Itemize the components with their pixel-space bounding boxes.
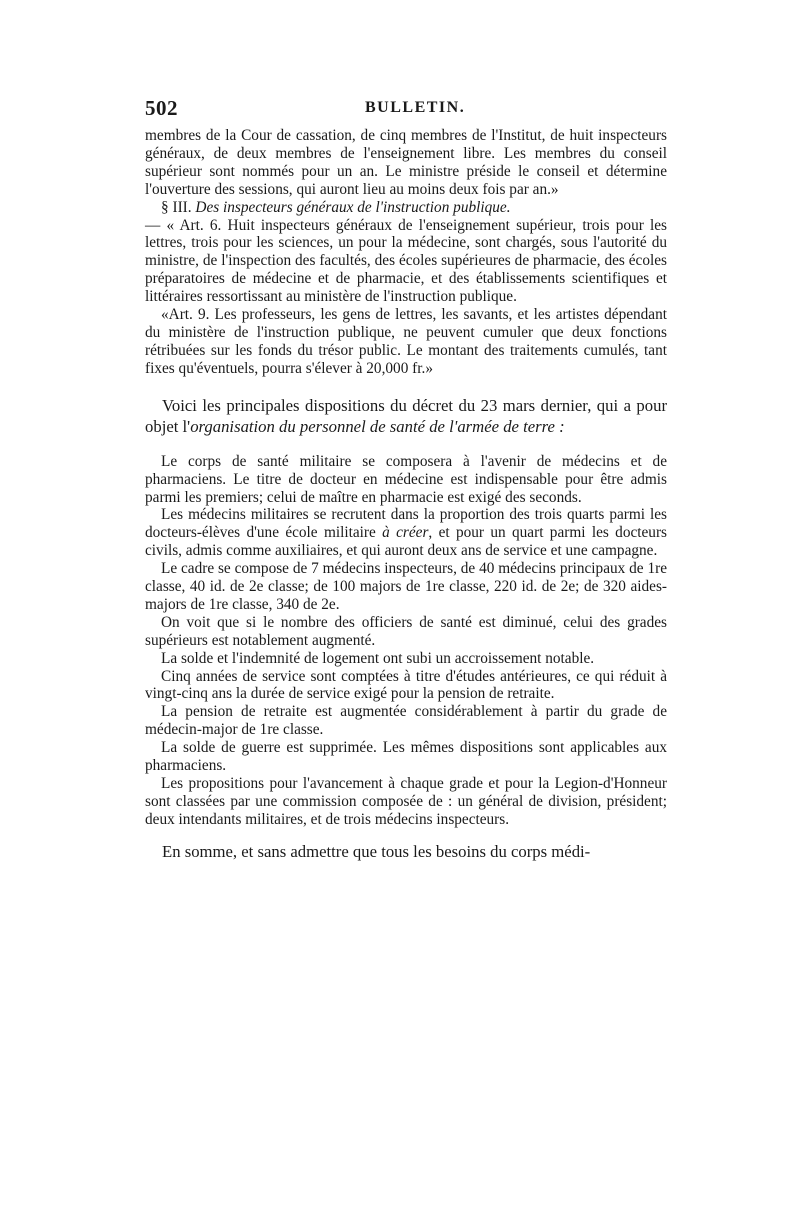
- decree-paragraph-6: Cinq années de service sont comptées à titre d'études antérieures, ce qui réduit à vingt-cinq ans la durée de service exigé pour la pension de retraite.: [145, 667, 667, 703]
- decree-paragraph-4: On voit que si le nombre des officiers de santé est diminué, celui des grades supérieurs est notablement augmenté.: [145, 613, 667, 649]
- running-head: BULLETIN.: [365, 99, 466, 116]
- excerpt-paragraph-2: — « Art. 6. Huit inspecteurs généraux de l'enseignement supérieur, trois pour les lettres, trois pour les sciences, un pour la médecine, sont chargés, sous l'autorité du ministre, de l'inspection des facultés, des écoles supérieures de pharmacie, des écoles préparatoires de médecine et de pharmacie, et des établissements scientifiques et littéraires ressortissant au ministère de l'instruction publique.: [145, 216, 667, 306]
- decree-paragraph-2-tail: , et pour un quart parmi les docteurs civils, admis comme auxiliaires, et qui auront deux ans de service et une campagne.: [145, 524, 667, 560]
- decree-paragraph-3: Le cadre se compose de 7 médecins inspecteurs, de 40 médecins principaux de 1re classe, 40 id. de 2e classe; de 100 majors de 1re classe, 220 id. de 2e; de 320 aides-majors de 1re classe, 340 de 2e.: [145, 560, 667, 613]
- decree-paragraph-8: La solde de guerre est supprimée. Les mêmes dispositions sont applicables aux pharmaciens.: [145, 739, 667, 775]
- intro-lead: Voici les principales dispositions du décret du 23 mars dernier, qui a pour objet l': [145, 395, 667, 436]
- excerpt-paragraph-1: membres de la Cour de cassation, de cinq membres de l'Institut, de huit inspecteurs généraux, de deux membres de l'enseignement libre. Les membres du conseil supérieur sont nommés pour un an. Le ministre préside le conseil et détermine l'ouverture des sessions, qui auront lieu au moins deux fois par an.»: [145, 127, 667, 198]
- decree-paragraph-1: Le corps de santé militaire se composera à l'avenir de médecins et de pharmaciens. Le titre de docteur en médecine est indispensable pour être admis parmi les premiers; celui de maître en pharmacie est exigé des seconds.: [145, 452, 667, 506]
- decree-paragraph-2-lead: Les médecins militaires se recrutent dans la proportion des trois quarts parmi les docteurs-élèves d'une école militaire: [145, 506, 667, 542]
- page-body: [145, 127, 667, 862]
- intro-italic: organisation du personnel de santé de l'armée de terre :: [190, 416, 565, 436]
- intro-paragraph: [145, 395, 667, 437]
- excerpt-paragraph-3: «Art. 9. Les professeurs, les gens de lettres, les savants, et les artistes dépendant du ministère de l'instruction publique, ne peuvent cumuler que deux fonctions rétribuées sur les fonds du trésor public. Le montant des traitements cumulés, tant fixes qu'éventuels, pourra s'élever à 20,000 fr.»: [145, 306, 667, 377]
- section-prefix: § III.: [161, 198, 192, 216]
- section-heading: [145, 199, 667, 217]
- decree-paragraph-9: Les propositions pour l'avancement à chaque grade et pour la Legion-d'Honneur sont classées par une commission composée de : un général de division, président; deux intendants militaires, et de trois médecins inspecteurs.: [145, 775, 667, 828]
- section-title: Des inspecteurs généraux de l'instruction publique.: [195, 198, 511, 216]
- decree-paragraph-2: [145, 506, 667, 560]
- decree-paragraph-10: En somme, et sans admettre que tous les besoins du corps médi-: [162, 841, 591, 861]
- page-header: [145, 96, 667, 120]
- decree-paragraph-5: La solde et l'indemnité de logement ont subi un accroissement notable.: [161, 649, 595, 667]
- decree-paragraph-2-italic: à créer: [382, 524, 429, 542]
- page-number: 502: [145, 96, 178, 120]
- decree-paragraph-7: La pension de retraite est augmentée considérablement à partir du grade de médecin-major de 1re classe.: [145, 703, 667, 739]
